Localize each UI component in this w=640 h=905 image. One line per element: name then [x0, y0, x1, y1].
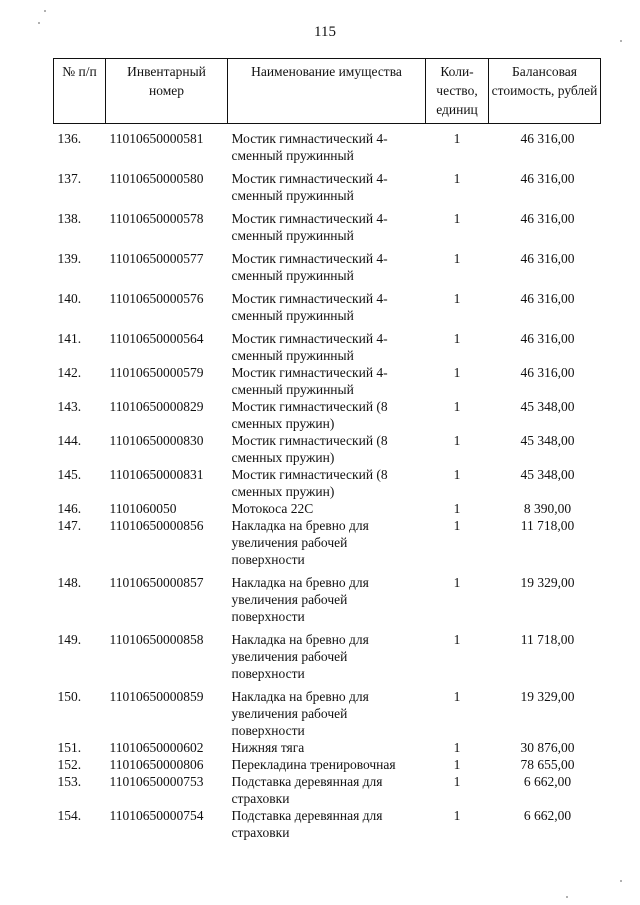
quantity: 1 — [453, 291, 461, 306]
property-name: Накладка на бревно для увеличения рабочей поверхности — [231, 689, 369, 738]
balance-cost: 46 316,00 — [520, 331, 575, 346]
quantity: 1 — [453, 632, 461, 647]
scan-speck — [620, 880, 622, 882]
inventory-number: 11010650000580 — [109, 171, 204, 186]
property-table — [53, 58, 601, 841]
quantity: 1 — [453, 467, 461, 482]
property-name: Мотокоса 22С — [231, 501, 314, 516]
quantity: 1 — [453, 399, 461, 414]
inventory-number: 11010650000806 — [109, 757, 204, 772]
inventory-number: 11010650000753 — [109, 774, 204, 789]
header-inventory-number: Инвентарный номер — [106, 59, 228, 124]
quantity: 1 — [453, 689, 461, 704]
property-name: Мостик гимнастический 4-сменный пружинный — [231, 171, 388, 203]
table-row — [54, 324, 601, 364]
table-row — [54, 807, 601, 841]
inventory-number: 11010650000754 — [109, 808, 204, 823]
inventory-number: 11010650000856 — [109, 518, 204, 533]
quantity: 1 — [453, 740, 461, 755]
table-body — [54, 124, 601, 842]
row-number: 149. — [57, 632, 82, 647]
inventory-number: 11010650000830 — [109, 433, 204, 448]
property-name: Накладка на бревно для увеличения рабочей поверхности — [231, 632, 369, 681]
balance-cost: 46 316,00 — [520, 365, 575, 380]
property-name: Мостик гимнастический (8 сменных пружин) — [231, 399, 388, 431]
balance-cost: 46 316,00 — [520, 131, 575, 146]
balance-cost: 46 316,00 — [520, 291, 575, 306]
table-row — [54, 773, 601, 807]
quantity: 1 — [453, 365, 461, 380]
row-number: 153. — [57, 774, 82, 789]
property-name: Подставка деревянная для страховки — [231, 774, 383, 806]
header-property-name: Наименование имущества — [228, 59, 426, 124]
header-balance-cost: Балансовая стоимость, рублей — [489, 59, 601, 124]
balance-cost: 78 655,00 — [520, 757, 575, 772]
balance-cost: 45 348,00 — [520, 399, 575, 414]
property-name: Накладка на бревно для увеличения рабочей поверхности — [231, 575, 369, 624]
balance-cost: 11 718,00 — [520, 632, 575, 647]
inventory-number: 11010650000831 — [109, 467, 204, 482]
inventory-number: 11010650000581 — [109, 131, 204, 146]
balance-cost: 19 329,00 — [520, 575, 575, 590]
scan-speck — [566, 896, 568, 898]
row-number: 146. — [57, 501, 82, 516]
table-row — [54, 164, 601, 204]
row-number: 140. — [57, 291, 82, 306]
table-row — [54, 432, 601, 466]
table-row — [54, 466, 601, 500]
property-name: Мостик гимнастический (8 сменных пружин) — [231, 433, 388, 465]
table-row — [54, 682, 601, 739]
table-row — [54, 124, 601, 165]
quantity: 1 — [453, 331, 461, 346]
balance-cost: 45 348,00 — [520, 433, 575, 448]
row-number: 147. — [57, 518, 82, 533]
quantity: 1 — [453, 251, 461, 266]
table-header-row — [54, 59, 601, 124]
property-name: Нижняя тяга — [231, 740, 305, 755]
inventory-number: 11010650000577 — [109, 251, 204, 266]
quantity: 1 — [453, 171, 461, 186]
balance-cost: 46 316,00 — [520, 171, 575, 186]
balance-cost: 19 329,00 — [520, 689, 575, 704]
quantity: 1 — [453, 774, 461, 789]
quantity: 1 — [453, 808, 461, 823]
inventory-number: 11010650000829 — [109, 399, 204, 414]
table-row — [54, 244, 601, 284]
table-row — [54, 739, 601, 756]
quantity: 1 — [453, 433, 461, 448]
property-name: Мостик гимнастический 4-сменный пружинный — [231, 211, 388, 243]
table-row — [54, 204, 601, 244]
quantity: 1 — [453, 575, 461, 590]
row-number: 143. — [57, 399, 82, 414]
property-name: Перекладина тренировочная — [231, 757, 396, 772]
row-number: 141. — [57, 331, 82, 346]
table-row — [54, 625, 601, 682]
inventory-number: 11010650000579 — [109, 365, 204, 380]
row-number: 137. — [57, 171, 82, 186]
page-number: 115 — [314, 24, 336, 40]
table-row — [54, 568, 601, 625]
inventory-number: 11010650000564 — [109, 331, 204, 346]
table-row — [54, 364, 601, 398]
balance-cost: 8 390,00 — [523, 501, 572, 516]
row-number: 152. — [57, 757, 82, 772]
property-name: Накладка на бревно для увеличения рабочей поверхности — [231, 518, 369, 567]
inventory-number: 11010650000858 — [109, 632, 204, 647]
row-number: 138. — [57, 211, 82, 226]
quantity: 1 — [453, 757, 461, 772]
row-number: 154. — [57, 808, 82, 823]
quantity: 1 — [453, 131, 461, 146]
property-name: Подставка деревянная для страховки — [231, 808, 383, 840]
table-row — [54, 500, 601, 517]
scan-speck — [620, 40, 622, 42]
table-row — [54, 284, 601, 324]
balance-cost: 11 718,00 — [520, 518, 575, 533]
balance-cost: 6 662,00 — [523, 808, 572, 823]
row-number: 145. — [57, 467, 82, 482]
balance-cost: 30 876,00 — [520, 740, 575, 755]
inventory-number: 11010650000576 — [109, 291, 204, 306]
row-number: 150. — [57, 689, 82, 704]
balance-cost: 46 316,00 — [520, 251, 575, 266]
header-num: № п/п — [54, 59, 106, 124]
scan-speck — [44, 10, 46, 12]
property-name: Мостик гимнастический 4-сменный пружинный — [231, 365, 388, 397]
row-number: 151. — [57, 740, 82, 755]
inventory-number: 1101060050 — [109, 501, 177, 516]
row-number: 148. — [57, 575, 82, 590]
row-number: 144. — [57, 433, 82, 448]
property-name: Мостик гимнастический 4-сменный пружинный — [231, 131, 388, 163]
row-number: 142. — [57, 365, 82, 380]
quantity: 1 — [453, 518, 461, 533]
table-row — [54, 756, 601, 773]
row-number: 136. — [57, 131, 82, 146]
quantity: 1 — [453, 501, 461, 516]
quantity: 1 — [453, 211, 461, 226]
balance-cost: 46 316,00 — [520, 211, 575, 226]
table-row — [54, 398, 601, 432]
header-quantity: Коли-чество, единиц — [426, 59, 489, 124]
inventory-number: 11010650000859 — [109, 689, 204, 704]
scan-speck — [38, 22, 40, 24]
balance-cost: 45 348,00 — [520, 467, 575, 482]
property-name: Мостик гимнастический 4-сменный пружинный — [231, 331, 388, 363]
inventory-number: 11010650000857 — [109, 575, 204, 590]
inventory-number: 11010650000602 — [109, 740, 204, 755]
balance-cost: 6 662,00 — [523, 774, 572, 789]
inventory-number: 11010650000578 — [109, 211, 204, 226]
row-number: 139. — [57, 251, 82, 266]
property-name: Мостик гимнастический 4-сменный пружинный — [231, 251, 388, 283]
property-name: Мостик гимнастический (8 сменных пружин) — [231, 467, 388, 499]
table-row — [54, 517, 601, 568]
property-name: Мостик гимнастический 4-сменный пружинный — [231, 291, 388, 323]
